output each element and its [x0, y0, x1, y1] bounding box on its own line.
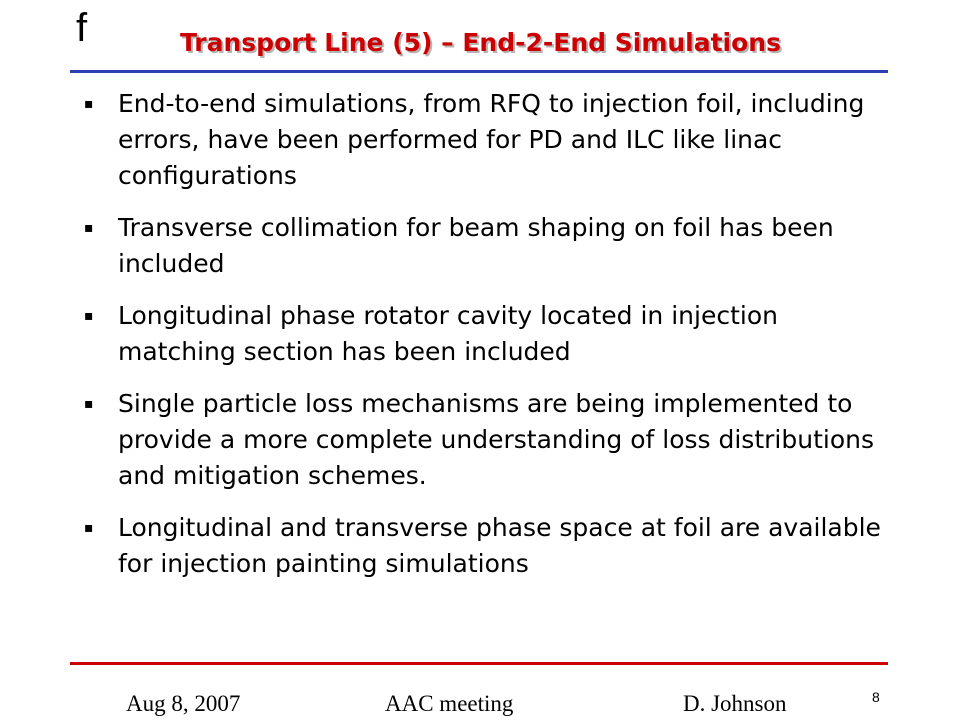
footer-date: Aug 8, 2007 — [126, 691, 241, 716]
title-divider — [70, 70, 888, 73]
page-number: 8 — [872, 689, 880, 705]
footer-author: D. Johnson — [683, 691, 787, 716]
bullet-item — [84, 86, 894, 194]
bullet-text: Single particle loss mechanisms are being implemented to provide a more complete understanding of loss distributions and mitigation schemes. — [118, 389, 874, 490]
bullet-square-icon: ▪ — [84, 520, 94, 536]
bullet-square-icon: ▪ — [84, 308, 94, 324]
bullet-list — [84, 86, 894, 598]
bullet-text: Transverse collimation for beam shaping on foil has been included — [118, 213, 834, 278]
footer-divider — [70, 662, 888, 665]
slide-title: Transport Line (5) – End-2-End Simulations — [180, 28, 781, 57]
bullet-text: Longitudinal phase rotator cavity located in injection matching section has been included — [118, 301, 778, 366]
bullet-square-icon: ▪ — [84, 396, 94, 412]
bullet-item — [84, 210, 894, 282]
logo: f — [76, 6, 88, 50]
bullet-item — [84, 298, 894, 370]
footer-event: AAC meeting — [385, 691, 514, 716]
bullet-square-icon: ▪ — [84, 96, 94, 112]
bullet-item — [84, 386, 894, 494]
bullet-square-icon: ▪ — [84, 220, 94, 236]
bullet-text: Longitudinal and transverse phase space at foil are available for injection painting simulations — [118, 513, 881, 578]
bullet-item — [84, 510, 894, 582]
bullet-text: End-to-end simulations, from RFQ to injection foil, including errors, have been performed for PD and ILC like linac configurations — [118, 89, 865, 190]
